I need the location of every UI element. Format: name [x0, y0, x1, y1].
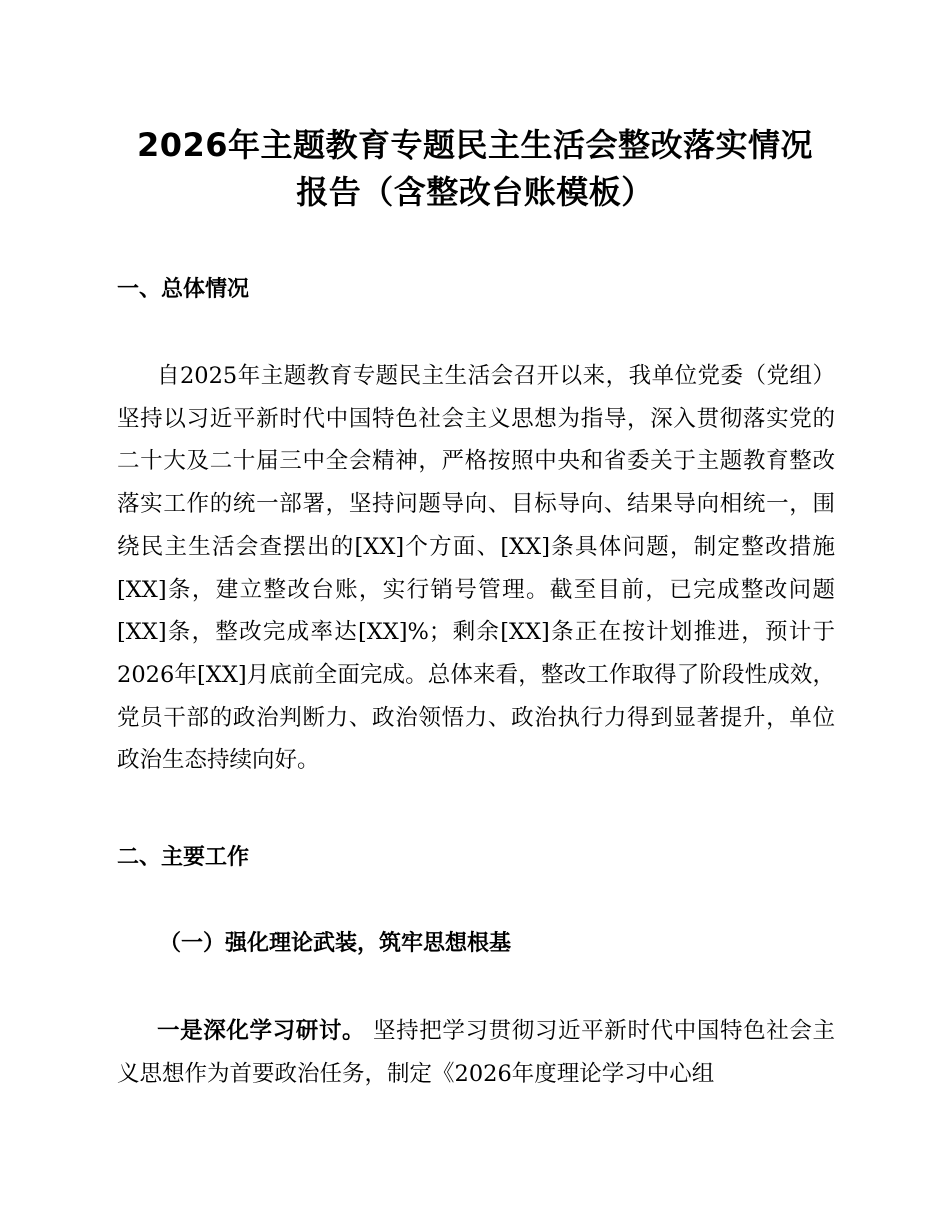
title-line-2: 报告（含整改台账模板）	[296, 173, 654, 211]
title-line-1: 2026年主题教育专题民主生活会整改落实情况	[136, 126, 814, 164]
study-paragraph	[117, 1010, 835, 1095]
paragraph-lead-text: 一是深化学习研讨。	[157, 1018, 366, 1044]
section-heading-main-work: 二、主要工作	[117, 845, 250, 870]
subsection-heading-theory: （一）强化理论武装，筑牢思想根基	[159, 930, 512, 956]
section-heading-overview: 一、总体情况	[117, 277, 250, 302]
overview-paragraph: 自2025年主题教育专题民主生活会召开以来，我单位党委（党组）坚持以习近平新时代中国特色社会主义思想为指导，深入贯彻落实党的二十大及二十届三中全会精神，严格按照中央和省委关于主题教育整改落实工作的统一部署，坚持问题导向、目标导向、结果导向相统一，围绕民主生活会查摆出的[XX]个方面、[XX]条具体问题，制定整改措施[XX]条，建立整改台账，实行销号管理。截至目前，已完成整改问题[XX]条，整改完成率达[XX]%；剩余[XX]条正在按计划推进，预计于2026年[XX]月底前全面完成。总体来看，整改工作取得了阶段性成效，党员干部的政治判断力、政治领悟力、政治执行力得到显著提升，单位政治生态持续向好。	[117, 363, 835, 774]
document-title	[100, 122, 850, 216]
paragraph-body-text: 坚持把学习贯彻习近平新时代中国特色社会主义思想作为首要政治任务，制定《2026年度理论学习中心组	[117, 1018, 835, 1087]
